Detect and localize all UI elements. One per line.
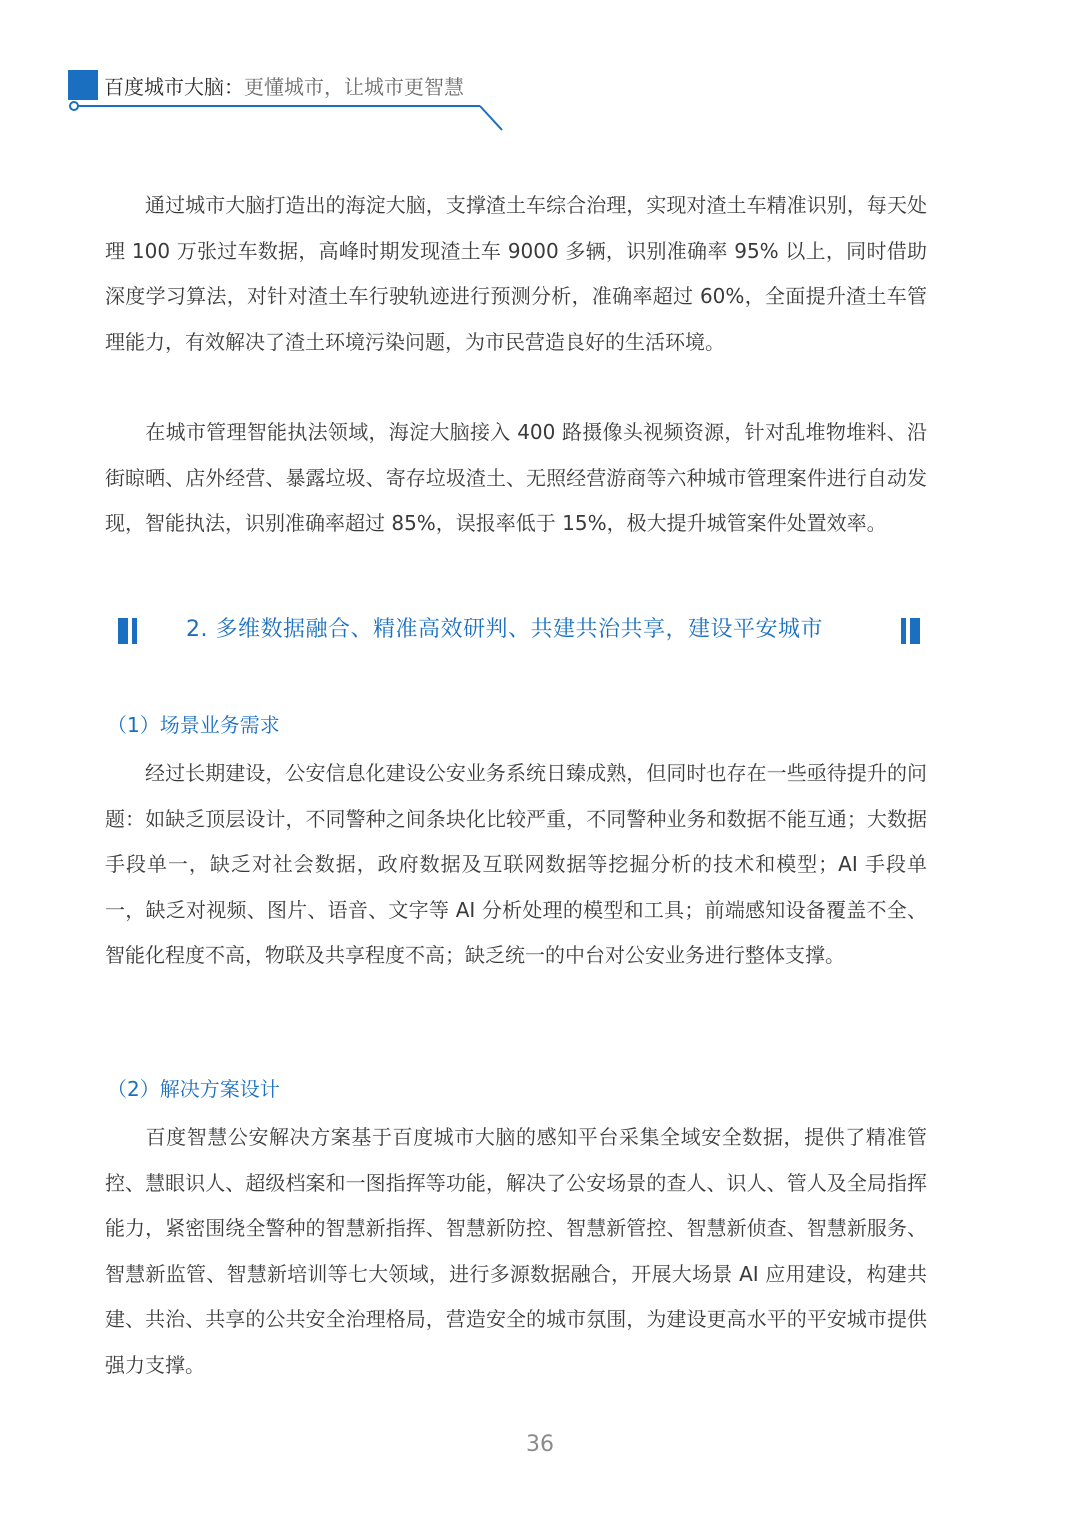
section-heading — [118, 610, 920, 650]
section-right-bar-icon — [901, 618, 920, 644]
section-left-bar-icon — [118, 618, 137, 644]
subsection-heading-solution: （2）解决方案设计 — [107, 1077, 280, 1101]
paragraph-smart-enforcement-text: 在城市管理智能执法领域，海淀大脑接入 400 路摄像头视频资源，针对乱堆物堆料、沿街晾晒、店外经营、暴露垃圾、寄存垃圾渣土、无照经营游商等六种城市管理案件进行自动发现，智能执法，识别准确率超过 85%，误报率低于 15%，极大提升城管案件处置效率。 — [105, 420, 927, 535]
header-divider-line — [68, 98, 508, 134]
paragraph-requirements — [105, 751, 927, 979]
paragraph-solution — [105, 1115, 927, 1388]
paragraph-requirements-text: 经过长期建设，公安信息化建设公安业务系统日臻成熟，但同时也存在一些亟待提升的问题：如缺乏顶层设计，不同警种之间条块化比较严重，不同警种业务和数据不能互通；大数据手段单一，缺乏对社会数据，政府数据及互联网数据等挖掘分析的技术和模型；AI 手段单一，缺乏对视频、图片、语音、文字等 AI 分析处理的模型和工具；前端感知设备覆盖不全、智能化程度不高，物联及共享程度不高；缺乏统一的中台对公安业务进行整体支撑。 — [105, 761, 927, 967]
paragraph-muck-truck — [105, 183, 927, 365]
page-number: 36 — [526, 1432, 554, 1457]
subsection-heading-requirements: （1）场景业务需求 — [107, 713, 280, 737]
paragraph-smart-enforcement — [105, 410, 927, 547]
header-square-icon — [68, 70, 98, 100]
page-header — [68, 68, 508, 138]
header-subtitle: 更懂城市，让城市更智慧 — [244, 75, 464, 99]
section-title: 2. 多维数据融合、精准高效研判、共建共治共享，建设平安城市 — [186, 617, 823, 642]
header-title-main: 百度城市大脑： — [104, 75, 244, 99]
paragraph-muck-truck-text: 通过城市大脑打造出的海淀大脑，支撑渣土车综合治理，实现对渣土车精准识别，每天处理 100 万张过车数据，高峰时期发现渣土车 9000 多辆，识别准确率 95% 以上，同时借助深度学习算法，对针对渣土车行驶轨迹进行预测分析，准确率超过 60%，全面提升渣土车管理能力，有效解决了渣土环境污染问题，为市民营造良好的生活环境。 — [105, 193, 927, 354]
header-title — [104, 74, 464, 100]
paragraph-solution-text: 百度智慧公安解决方案基于百度城市大脑的感知平台采集全域安全数据，提供了精准管控、慧眼识人、超级档案和一图指挥等功能，解决了公安场景的查人、识人、管人及全局指挥能力，紧密围绕全警种的智慧新指挥、智慧新防控、智慧新管控、智慧新侦查、智慧新服务、智慧新监管、智慧新培训等七大领域，进行多源数据融合，开展大场景 AI 应用建设，构建共建、共治、共享的公共安全治理格局，营造安全的城市氛围，为建设更高水平的平安城市提供强力支撑。 — [105, 1125, 927, 1377]
